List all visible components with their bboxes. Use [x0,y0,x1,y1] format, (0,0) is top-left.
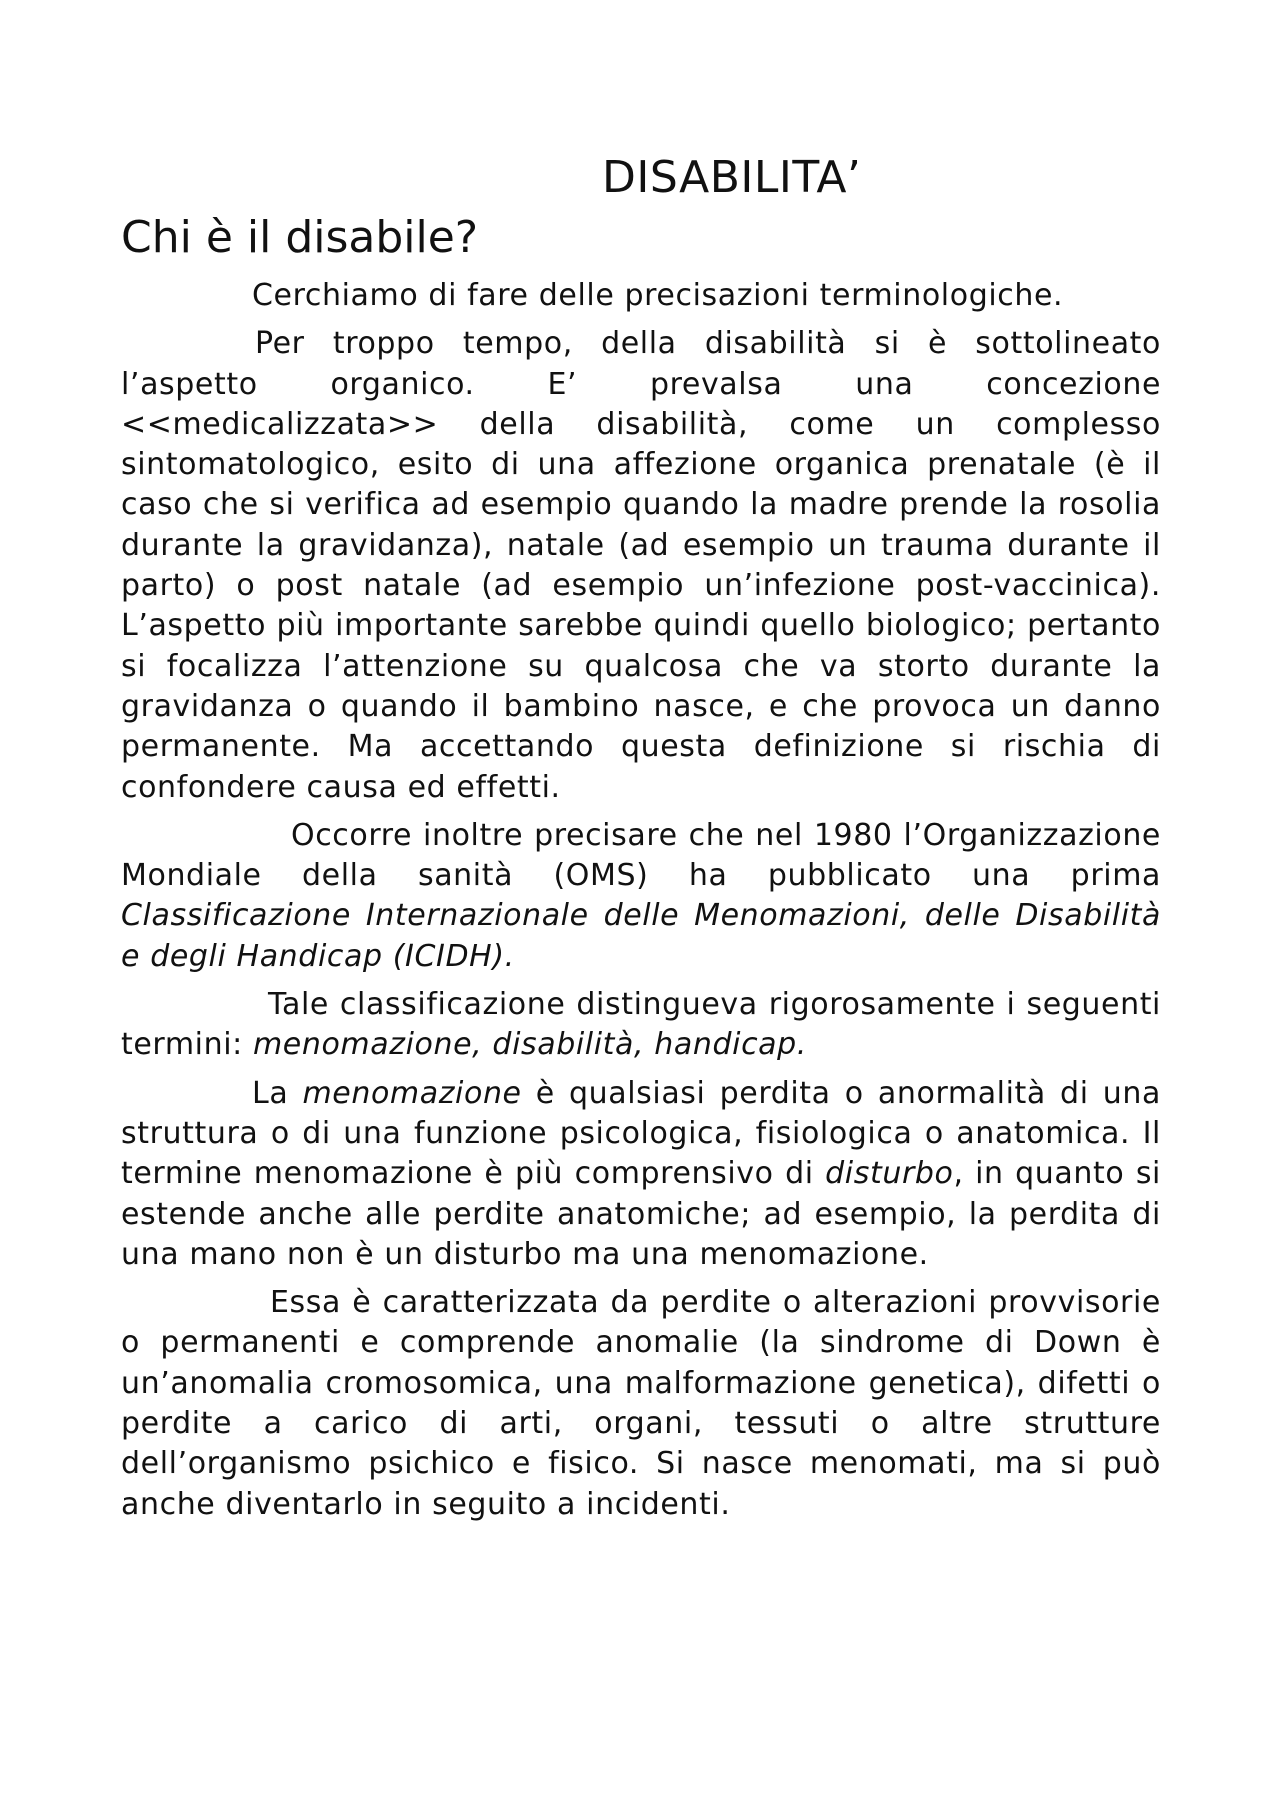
italic-classification-title: Classificazione Internazionale delle Menomazioni, delle Disabilità e degli Handicap (ICIDH). [121,898,1161,974]
paragraph-menomazione-definition [121,1074,1161,1275]
intro-paragraph: Cerchiamo di fare delle precisazioni terminologiche. [252,278,1064,313]
paragraph-terms [121,985,1161,1066]
document-body [121,148,1161,1533]
italic-disturbo: disturbo [825,1156,954,1192]
document-title: DISABILITA’ [602,152,862,203]
italic-terms: menomazione, disabilità, handicap. [252,1027,807,1063]
paragraph-text: , in quanto si estende anche alle perdite anatomiche; ad esempio, la perdita di una mano non è un disturbo ma una menomazione. [121,1156,1161,1272]
paragraph-text: Tale classificazione distingueva rigorosamente i seguenti termini: [121,987,1161,1063]
section-heading: Chi è il disabile? [121,212,479,263]
italic-menomazione: menomazione [302,1075,522,1111]
paragraph-medical-concept: Per troppo tempo, della disabilità si è sottolineato l’aspetto organico. E’ prevalsa una concezione <<medicalizzata>> della disabilità, come un complesso sintomatologico, esito di una affezione organica prenatale (è il caso che si verifica ad esempio quando la madre prende la rosolia durante la gravidanza), natale (ad esempio un trauma durante il parto) o post natale (ad esempio un’infezione post-vaccinica). L’aspetto più importante sarebbe quindi quello biologico; pertanto si focalizza l’attenzione su qualcosa che va storto durante la gravidanza o quando il bambino nasce, e che provoca un danno permanente. Ma accettando questa definizione si rischia di confondere causa ed effetti. [121,326,1161,805]
paragraph-menomazione-characteristics: Essa è caratterizzata da perdite o alterazioni provvisorie o permanenti e comprende anomalie (la sindrome di Down è un’anomalia cromosomica, una malformazione genetica), difetti o perdite a carico di arti, organi, tessuti o altre strutture dell’organismo psichico e fisico. Si nasce menomati, ma si può anche diventarlo in seguito a incidenti. [121,1285,1161,1522]
paragraph-oms-classification [121,816,1161,977]
paragraph-text: La [252,1075,303,1111]
paragraph-text: Occorre inoltre precisare che nel 1980 l’Organizzazione Mondiale della sanità (OMS) ha pubblicato una prima [121,817,1161,894]
paragraph-text: è qualsiasi perdita o anormalità di una struttura o di una funzione psicologica, fisiologica o anatomica. Il termine menomazione è più comprensivo di [121,1075,1161,1192]
